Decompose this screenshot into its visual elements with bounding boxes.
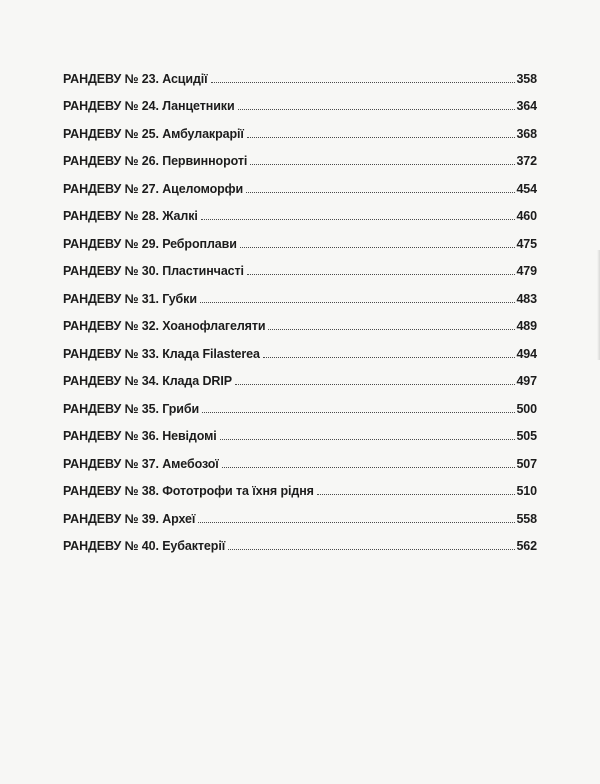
toc-entry-page: 505 [516,429,537,443]
toc-entry-page: 358 [516,71,537,86]
toc-entry [63,333,537,361]
toc-entry-title: РАНДЕВУ № 35. Гриби [63,401,200,416]
toc-entry-page: 558 [516,511,537,526]
dot-leader [235,383,515,385]
toc-entry [63,113,537,141]
toc-entry [63,278,537,306]
toc-entry [63,443,537,471]
toc-entry [63,471,537,499]
toc-entry [63,86,537,114]
toc-entry [63,251,537,279]
dot-leader [240,246,516,248]
dot-leader [250,163,515,165]
toc-entry-title: РАНДЕВУ № 23. Асцидії [63,71,208,86]
dot-leader [220,438,516,440]
toc-entry-page: 368 [516,126,537,141]
toc-entry [63,388,537,416]
toc-entry-title: РАНДЕВУ № 31. Губки [63,291,197,306]
toc-entry-page: 500 [516,401,537,416]
dot-leader [246,191,515,193]
toc-entry-page: 364 [516,99,537,113]
dot-leader [228,548,515,550]
toc-entry [63,306,537,334]
toc-entry-title: РАНДЕВУ № 28. Жалкі [63,209,198,223]
toc-entry [63,196,537,224]
dot-leader [263,356,516,358]
toc-entry-title: РАНДЕВУ № 39. Археї [63,511,196,526]
table-of-contents [63,58,537,553]
toc-entry [63,58,537,86]
dot-leader [198,521,515,523]
toc-entry-title: РАНДЕВУ № 38. Фототрофи та їхня рідня [63,484,314,498]
toc-entry [63,526,537,554]
dot-leader [201,218,516,220]
toc-entry-title: РАНДЕВУ № 37. Амебозої [63,456,219,471]
toc-entry-page: 497 [516,374,537,388]
toc-entry-title: РАНДЕВУ № 36. Невідомі [63,429,217,443]
toc-entry-title: РАНДЕВУ № 26. Первиннороті [63,154,248,168]
toc-entry-page: 489 [516,319,537,333]
toc-entry-title: РАНДЕВУ № 33. Клада Filasterea [63,346,260,361]
toc-entry [63,416,537,444]
toc-entry [63,223,537,251]
toc-entry-page: 475 [516,236,537,251]
toc-entry-page: 479 [516,264,537,278]
dot-leader [268,328,515,330]
toc-entry-title: РАНДЕВУ № 30. Пластинчасті [63,264,244,278]
toc-entry-page: 460 [516,209,537,223]
toc-entry-title: РАНДЕВУ № 27. Ацеломорфи [63,181,244,196]
toc-entry-page: 494 [516,346,537,361]
toc-entry [63,168,537,196]
dot-leader [200,301,516,303]
dot-leader [238,108,516,110]
toc-entry-title: РАНДЕВУ № 34. Клада DRIP [63,374,232,388]
toc-entry-page: 507 [516,456,537,471]
toc-entry-title: РАНДЕВУ № 29. Реброплави [63,236,237,251]
dot-leader [247,136,516,138]
toc-entry-title: РАНДЕВУ № 24. Ланцетники [63,99,235,113]
toc-entry-page: 510 [516,484,537,498]
dot-leader [247,273,516,275]
toc-entry-title: РАНДЕВУ № 40. Еубактерії [63,539,226,553]
dot-leader [211,81,516,83]
toc-entry-title: РАНДЕВУ № 25. Амбулакрарії [63,126,244,141]
toc-entry-page: 483 [516,291,537,306]
toc-entry [63,141,537,169]
toc-entry-page: 562 [516,539,537,553]
toc-entry [63,498,537,526]
dot-leader [317,493,516,495]
toc-entry [63,361,537,389]
toc-entry-title: РАНДЕВУ № 32. Хоанофлагеляти [63,319,266,333]
dot-leader [202,411,515,413]
toc-entry-page: 454 [516,181,537,196]
dot-leader [222,466,516,468]
toc-entry-page: 372 [516,154,537,168]
